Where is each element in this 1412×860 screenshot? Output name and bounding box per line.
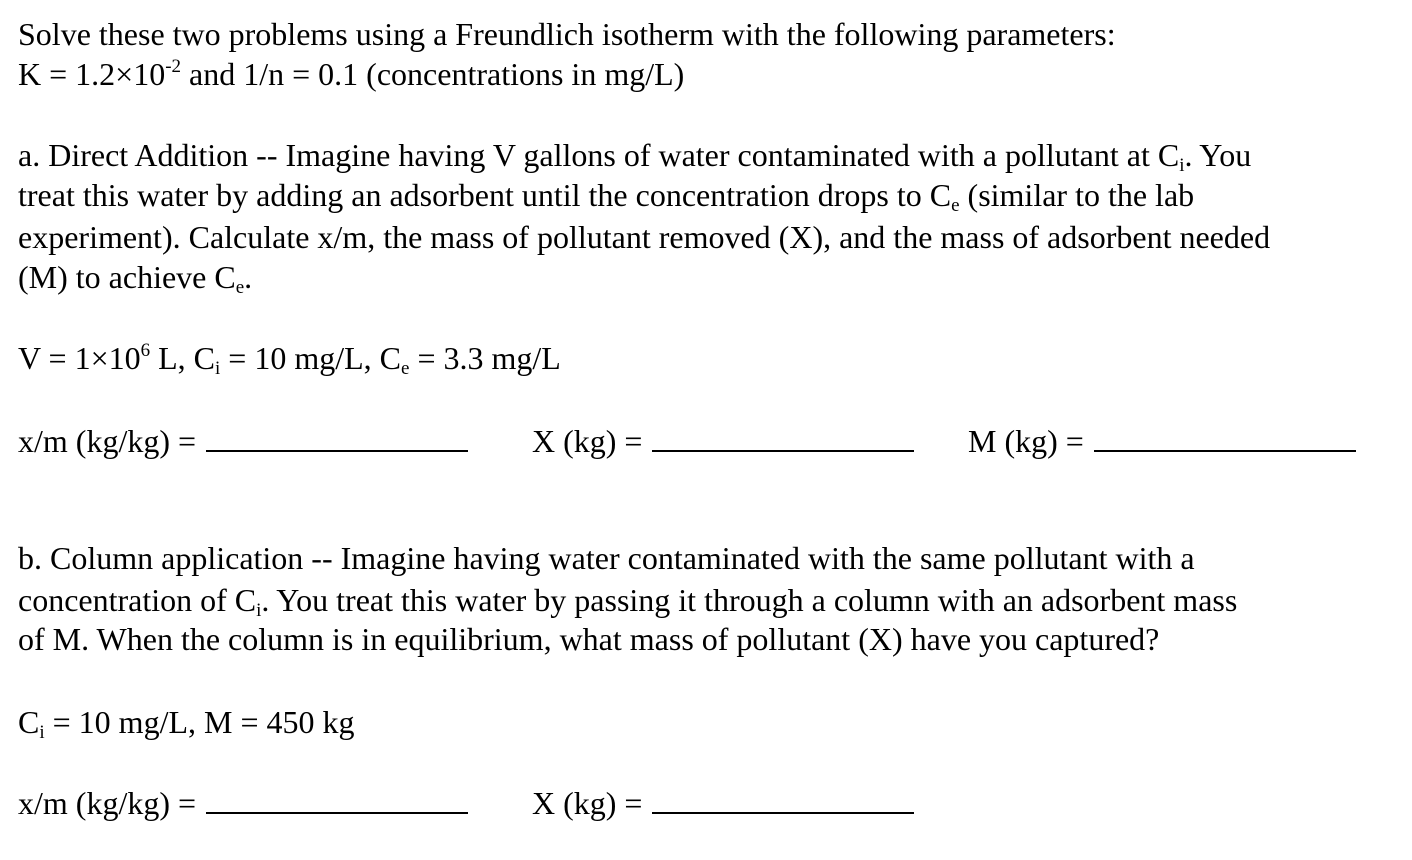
part-a-given	[18, 338, 561, 378]
subscript-e: e	[235, 277, 245, 298]
part-a-text-2: treat this water by adding an adsorbent until the concentration drops to C	[18, 177, 952, 213]
xm-label: x/m (kg/kg) =	[18, 423, 197, 459]
X-label: X (kg) =	[532, 423, 643, 459]
subscript-i: i	[1179, 155, 1185, 176]
intro-line-1	[18, 14, 1116, 54]
X-answer-blank[interactable]	[652, 420, 914, 452]
part-a-text-4-end: .	[244, 259, 253, 295]
part-b-X-answer	[532, 782, 914, 823]
intro-text: Solve these two problems using a Freundlich isotherm with the following parameters:	[18, 16, 1116, 52]
subscript-e: e	[951, 195, 960, 216]
part-a-X-answer	[532, 420, 914, 461]
part-a-text-1: a. Direct Addition -- Imagine having V gallons of water contaminated with a pollutant at C	[18, 137, 1180, 173]
M-label: M (kg) =	[968, 423, 1084, 459]
part-a-xm-answer	[18, 420, 468, 461]
ci-m-value: = 10 mg/L, M = 450 kg	[44, 704, 355, 740]
part-b-text-1: b. Column application -- Imagine having water contaminated with the same pollutant with a	[18, 540, 1195, 576]
part-a-text-2-end: (similar to the lab	[959, 177, 1195, 213]
part-a-line-4	[18, 257, 252, 297]
xm-answer-blank[interactable]	[206, 420, 468, 452]
volume-exponent: 6	[140, 340, 151, 361]
part-a-line-3	[18, 217, 1270, 257]
subscript-i: i	[256, 600, 262, 621]
M-answer-blank[interactable]	[1094, 420, 1356, 452]
ce-value: = 3.3 mg/L	[409, 340, 561, 376]
subscript-i: i	[215, 358, 221, 379]
volume-unit: L, C	[150, 340, 216, 376]
part-a-text-1-end: . You	[1184, 137, 1252, 173]
subscript-e: e	[401, 358, 410, 379]
part-b-xm-answer	[18, 782, 468, 823]
part-a-line-1	[18, 135, 1251, 175]
xm-answer-blank[interactable]	[206, 782, 468, 814]
k-value: K = 1.2×10	[18, 56, 166, 92]
k-exponent: -2	[165, 56, 182, 77]
X-label: X (kg) =	[532, 785, 643, 821]
ci-symbol: C	[18, 704, 40, 740]
part-a-text-3: experiment). Calculate x/m, the mass of pollutant removed (X), and the mass of adsorbent needed	[18, 219, 1271, 255]
part-a-M-answer	[968, 420, 1356, 461]
part-a-text-4: (M) to achieve C	[18, 259, 236, 295]
volume-value: V = 1×10	[18, 340, 141, 376]
X-answer-blank[interactable]	[652, 782, 914, 814]
part-b-line-1	[18, 538, 1195, 578]
part-b-text-3: of M. When the column is in equilibrium, what mass of pollutant (X) have you captured?	[18, 621, 1160, 657]
part-b-text-2-end: . You treat this water by passing it through a column with an adsorbent mass	[261, 582, 1238, 618]
subscript-i: i	[39, 722, 45, 743]
ci-value: = 10 mg/L, C	[220, 340, 402, 376]
part-b-given	[18, 702, 355, 742]
part-a-line-2	[18, 175, 1194, 215]
xm-label: x/m (kg/kg) =	[18, 785, 197, 821]
n-value: and 1/n = 0.1 (concentrations in mg/L)	[181, 56, 685, 92]
part-b-text-2: concentration of C	[18, 582, 257, 618]
part-b-line-3	[18, 619, 1159, 659]
intro-parameters	[18, 54, 684, 94]
part-b-line-2	[18, 580, 1237, 620]
